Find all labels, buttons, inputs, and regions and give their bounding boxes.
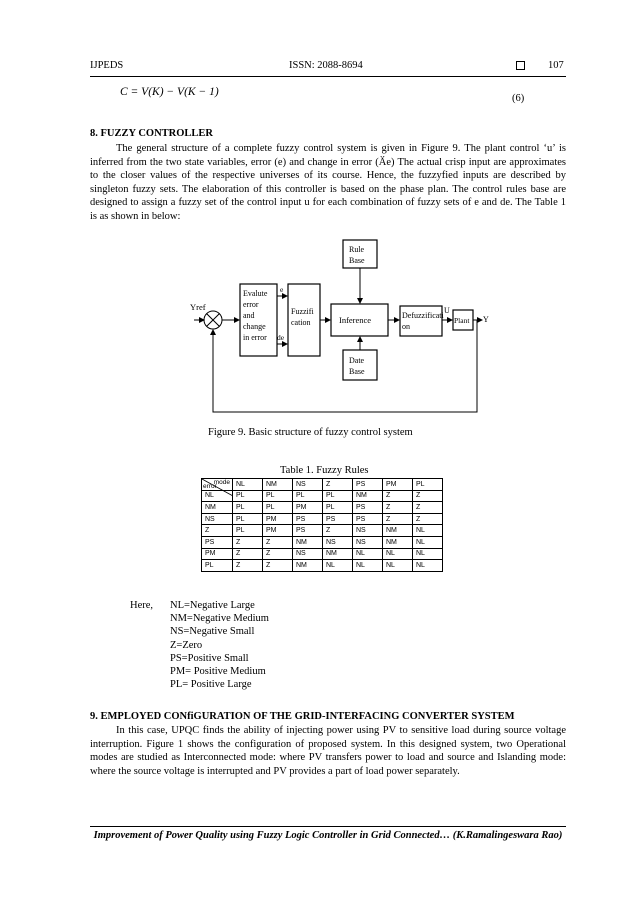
section-9-paragraph	[90, 724, 566, 778]
journal-name: IJPEDS	[90, 60, 124, 71]
column-header: PS	[353, 479, 383, 491]
table-cell: PL	[233, 490, 263, 502]
table-cell: Z	[323, 525, 353, 537]
u-label: U	[444, 306, 450, 315]
table-cell: NL	[413, 525, 443, 537]
legend-item: Z=Zero	[170, 639, 203, 651]
table-cell: PL	[263, 490, 293, 502]
table-row	[202, 513, 443, 525]
column-header: NS	[293, 479, 323, 491]
legend-list	[170, 599, 269, 691]
table-cell: PS	[323, 513, 353, 525]
table-cell: Z	[383, 513, 413, 525]
table-row	[202, 490, 443, 502]
table-cell: Z	[233, 548, 263, 560]
data-base-label: Date Base	[349, 356, 365, 376]
table-cell: PL	[293, 490, 323, 502]
table-cell: Z	[263, 536, 293, 548]
table-cell: PM	[263, 525, 293, 537]
table-cell: NL	[413, 536, 443, 548]
table-1-caption: Table 1. Fuzzy Rules	[280, 465, 369, 476]
table-cell: NL	[413, 560, 443, 572]
section-8-heading: 8. FUZZY CONTROLLER	[90, 128, 214, 139]
header-rule	[90, 76, 566, 77]
table-cell: Z	[263, 560, 293, 572]
evaluate-label: Evalute error and change in error	[243, 289, 268, 342]
row-header: PS	[202, 536, 233, 548]
legend-item: NS=Negative Small	[170, 626, 255, 638]
inference-label: Inference	[339, 315, 372, 325]
table-cell: NS	[323, 536, 353, 548]
equation: C = V(K) − V(K − 1)	[120, 86, 219, 98]
row-header: NL	[202, 490, 233, 502]
section-9-heading: 9. EMPLOYED CONfiGURATION OF THE GRID-INTERFACING CONVERTER SYSTEM	[90, 711, 515, 722]
table-cell: NM	[293, 536, 323, 548]
table-cell: PS	[293, 513, 323, 525]
table-cell: Z	[233, 536, 263, 548]
table-row	[202, 536, 443, 548]
table-cell: Z	[413, 490, 443, 502]
table-cell: Z	[233, 560, 263, 572]
column-header: PL	[413, 479, 443, 491]
table-cell: NS	[353, 536, 383, 548]
page-number: 107	[548, 60, 564, 71]
legend-item: PM= Positive Medium	[170, 666, 266, 678]
row-header: PL	[202, 560, 233, 572]
table-row	[202, 548, 443, 560]
table-cell: NL	[383, 548, 413, 560]
fuzzification-label: Fuzzifi cation	[291, 307, 314, 327]
legend-item: NL=Negative Large	[170, 600, 255, 611]
table-corner	[202, 479, 233, 491]
header-box-icon	[516, 60, 525, 71]
table-cell: NL	[323, 560, 353, 572]
de-label: de	[277, 333, 285, 342]
table-cell: Z	[383, 502, 413, 514]
table-cell: PM	[293, 502, 323, 514]
row-header: NM	[202, 502, 233, 514]
table-cell: PL	[323, 502, 353, 514]
table-row	[202, 525, 443, 537]
table-cell: NS	[293, 548, 323, 560]
table-cell: PL	[233, 502, 263, 514]
table-cell: PL	[323, 490, 353, 502]
row-header: NS	[202, 513, 233, 525]
legend-item: PS=Positive Small	[170, 652, 249, 664]
fuzzy-rules-table-wrap	[201, 478, 443, 572]
row-header: Z	[202, 525, 233, 537]
column-header: NL	[233, 479, 263, 491]
table-cell: NM	[383, 536, 413, 548]
column-header: Z	[323, 479, 353, 491]
legend-intro: Here,	[130, 600, 154, 611]
table-cell: PS	[353, 502, 383, 514]
table-cell: NM	[323, 548, 353, 560]
legend-item: NM=Negative Medium	[170, 613, 269, 625]
legend-item: PL= Positive Large	[170, 679, 252, 691]
rule-base-label: Rule Base	[349, 245, 365, 265]
table-cell: Z	[263, 548, 293, 560]
table-cell: NL	[353, 560, 383, 572]
table-cell: Z	[413, 513, 443, 525]
y-label: Y	[483, 315, 489, 324]
column-header: NM	[263, 479, 293, 491]
section-8-text: The general structure of a complete fuzzy control system is given in Figure 9. The plant control ‘u’ is inferred from the two state variables, error (e) and change in error (Ӑe) The actual crisp input are approximates to the closer values of the respective universes of its course. Hence, the fuzzyfied inputs are described by singleton fuzzy sets. The elaboration of this controller is based on the phase plan. The control rules base are designed to assign a fuzzy set of the control input u for each combination of fuzzy sets of e and de. The Table 1 is as shown in below:	[90, 143, 566, 222]
issn: ISSN: 2088-8694	[289, 60, 363, 71]
row-header: PM	[202, 548, 233, 560]
equation-number: (6)	[512, 93, 525, 104]
footer-rule	[90, 826, 566, 827]
table-cell: PS	[353, 513, 383, 525]
table-cell: NS	[353, 525, 383, 537]
corner-bottom-label: error	[203, 482, 217, 490]
table-row	[202, 502, 443, 514]
fuzzy-control-diagram	[180, 232, 500, 422]
plant-label: Plant	[454, 316, 470, 325]
table-cell: PL	[263, 502, 293, 514]
table-cell: NL	[413, 548, 443, 560]
table-cell: NM	[293, 560, 323, 572]
table-cell: Z	[383, 490, 413, 502]
figure-9-caption: Figure 9. Basic structure of fuzzy control system	[208, 427, 413, 438]
section-9-text: In this case, UPQC finds the ability of injecting power using PV to sensitive load during source voltage interruption. Figure 1 shows the configuration of proposed system. In this designed system, two Operational modes are studied as Interconnected mode: where PV transfers power to load and source and Islanding mode: where the source voltage is interrupted and PV provides a part of load power separately.	[90, 725, 566, 777]
table-cell: PS	[293, 525, 323, 537]
table-cell: PL	[233, 513, 263, 525]
table-cell: PL	[233, 525, 263, 537]
table-cell: NM	[383, 525, 413, 537]
yref-label: Yref	[190, 302, 206, 312]
table-cell: PM	[263, 513, 293, 525]
section-8-paragraph	[90, 142, 566, 224]
table-cell: Z	[413, 502, 443, 514]
e-label: e	[280, 285, 284, 294]
fuzzy-rules-table	[201, 478, 443, 572]
column-header: PM	[383, 479, 413, 491]
corner-top-label: mode	[213, 479, 230, 486]
table-row	[202, 560, 443, 572]
table-cell: NL	[383, 560, 413, 572]
table-cell: NL	[353, 548, 383, 560]
defuzzification-label: Defuzzificati on	[402, 311, 444, 331]
running-footer: Improvement of Power Quality using Fuzzy Logic Controller in Grid Connected… (K.Ramalingeswara Rao)	[93, 830, 563, 841]
table-cell: NM	[353, 490, 383, 502]
